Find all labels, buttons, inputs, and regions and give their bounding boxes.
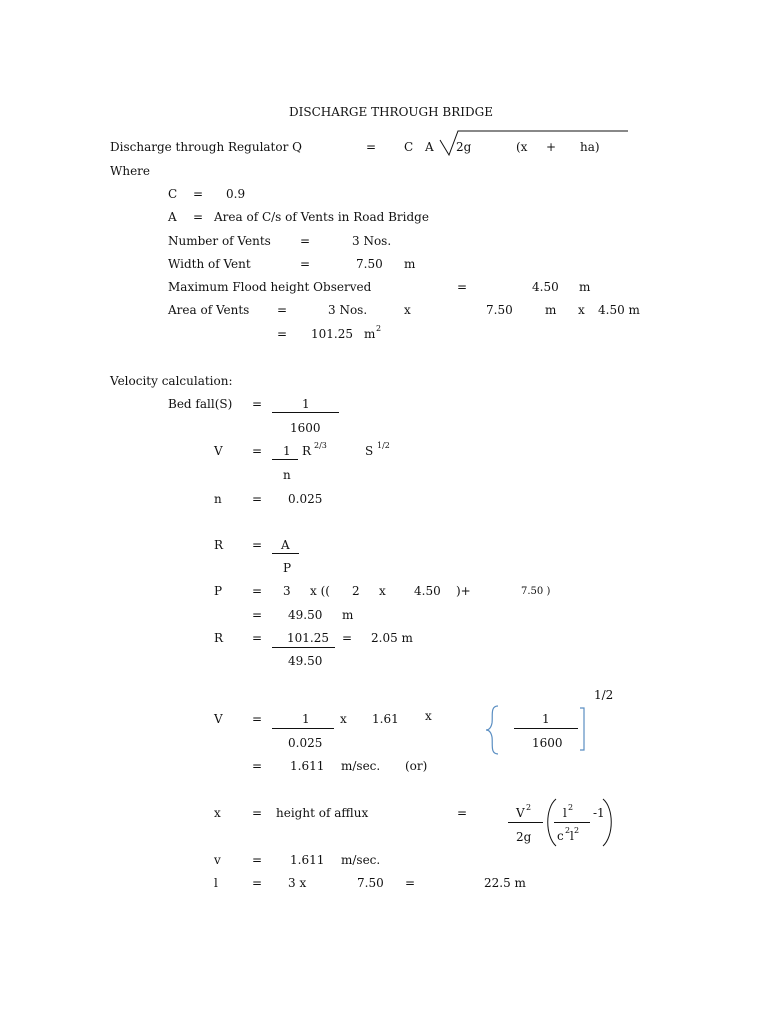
v2-bracket-numerator: 1 [542,712,550,726]
p-label: P [214,584,223,598]
area-times-2: x [578,303,585,317]
p-width: 7.50 ) [521,586,551,597]
p-unit: m [342,608,354,622]
v-small-label: v [214,853,221,867]
area-unit-exponent: 2 [376,324,382,333]
x-open-paren: (x [516,140,528,154]
v-denominator: n [283,468,291,482]
l-value: 22.5 m [484,876,526,890]
mfl-label: Maximum Flood height Observed [168,280,372,294]
afflux-l: l [570,829,574,843]
c-value: 0.9 [226,187,246,201]
mfl-value: 4.50 [532,280,559,294]
area-unit: m [364,327,376,341]
v3-unit: m/sec. [341,759,381,773]
v2-bracket-denominator: 1600 [532,736,563,750]
v2-r-power: 1.61 [372,712,399,726]
n-label: n [214,492,222,506]
p-equals: = [252,584,263,598]
v2-denominator: 0.025 [288,736,323,750]
r-label: R [214,538,224,552]
afflux-minus-one: -1 [593,806,605,820]
afflux-two-g: 2g [516,830,532,844]
vents-label: Number of Vents [168,234,271,248]
v-r-exponent: 2/3 [314,441,327,450]
afflux-equals: = [252,806,263,820]
v2-exponent: 1/2 [594,688,614,702]
velocity-heading: Velocity calculation: [110,374,233,388]
v2-equals: = [252,712,263,726]
v-s: S [365,444,374,458]
bedfall-denominator: 1600 [290,421,321,435]
p-three: 3 [283,584,291,598]
two-g: 2g [456,140,472,154]
area-label: Area of Vents [168,303,250,317]
area-width: 7.50 [486,303,513,317]
afflux-v-squared: V [516,806,525,820]
afflux-l-squared: l [563,806,567,820]
area-height: 4.50 m [598,303,640,317]
discharge-equals: = [366,140,377,154]
ha-close-paren: ha) [580,140,600,154]
afflux-l2-exponent: 2 [574,826,580,835]
r-equals: = [252,538,263,552]
page-title: DISCHARGE THROUGH BRIDGE [289,105,493,119]
v2-times: x [340,712,347,726]
width-equals: = [300,257,311,271]
a-equals: = [193,210,204,224]
p-times: x [379,584,386,598]
v-small-unit: m/sec. [341,853,381,867]
where-label: Where [110,164,151,178]
discharge-label: Discharge through Regulator Q [110,140,302,154]
p-close-plus: )+ [456,584,471,598]
afflux-description: height of afflux [276,806,369,820]
width-label: Width of Vent [168,257,251,271]
v-small-value: 1.611 [290,853,325,867]
v2-times-2: x [425,709,432,723]
v3-value: 1.611 [290,759,325,773]
coefficient-c: C [404,140,414,154]
r2-equals: = [252,631,263,645]
area-value: 101.25 [311,327,353,341]
v3-or: (or) [405,759,428,773]
l-equals-2: = [405,876,416,890]
n-value: 0.025 [288,492,323,506]
v-label: V [214,444,223,458]
mfl-equals: = [457,280,468,294]
p-value: 49.50 [288,608,323,622]
bedfall-label: Bed fall(S) [168,397,233,411]
c-label: C [168,187,178,201]
afflux-c: c [557,829,564,843]
l-three-times: 3 x [288,876,307,890]
p-equals-2: = [252,608,263,622]
area-equals: = [277,303,288,317]
r2-equals-2: = [342,631,353,645]
width-unit: m [404,257,416,271]
area-a: A [425,140,434,154]
a-label: A [168,210,177,224]
l-equals: = [252,876,263,890]
r2-label: R [214,631,224,645]
area-equals-2: = [277,327,288,341]
plus-sign: + [546,140,557,154]
r2-denominator: 49.50 [288,654,323,668]
v-equals: = [252,444,263,458]
v-s-exponent: 1/2 [377,441,390,450]
bedfall-equals: = [252,397,263,411]
mfl-unit: m [579,280,591,294]
afflux-equals-2: = [457,806,468,820]
c-equals: = [193,187,204,201]
p-times-open: x (( [310,584,330,598]
r-numerator: A [281,538,290,552]
v2-label: V [214,712,223,726]
v2-numerator: 1 [302,712,310,726]
vents-equals: = [300,234,311,248]
area-nos: 3 Nos. [328,303,368,317]
n-equals: = [252,492,263,506]
v-numerator: 1 [283,444,291,458]
l-label: l [214,876,218,890]
afflux-c-exponent: 2 [565,826,571,835]
v-small-equals: = [252,853,263,867]
r2-value: 2.05 m [371,631,413,645]
l-width: 7.50 [357,876,384,890]
width-value: 7.50 [356,257,383,271]
afflux-x-label: x [214,806,221,820]
area-m: m [545,303,557,317]
r2-numerator: 101.25 [287,631,329,645]
v-r: R [302,444,312,458]
p-height: 4.50 [414,584,441,598]
v3-equals: = [252,759,263,773]
a-description: Area of C/s of Vents in Road Bridge [214,210,429,224]
area-times-1: x [404,303,411,317]
bedfall-numerator: 1 [302,397,310,411]
p-two: 2 [352,584,360,598]
vents-value: 3 Nos. [352,234,392,248]
afflux-v-exponent: 2 [526,803,532,812]
r-denominator: P [283,561,292,575]
afflux-l-exponent: 2 [568,803,574,812]
